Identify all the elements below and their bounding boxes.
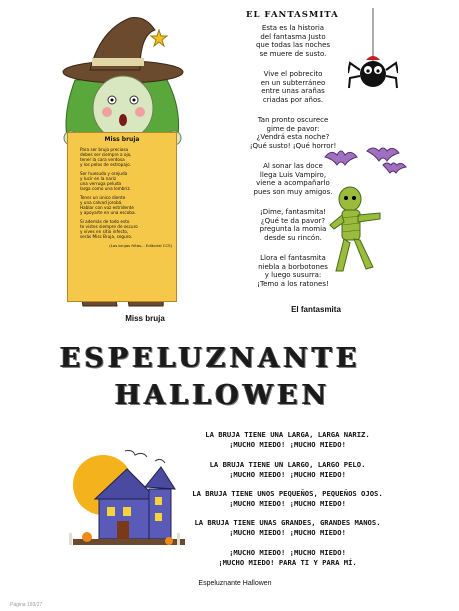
poem-line: una verruga peluda: [80, 181, 122, 186]
poem-line: Al sonar las doce: [263, 162, 323, 170]
page-footer: Página 193/27: [10, 602, 43, 608]
poem-line: larga como una lombriz.: [80, 186, 131, 191]
mummy-icon: [328, 185, 383, 275]
poem-line: Ser huesuda y orejuda: [80, 171, 128, 176]
poem-line: y vives en sitio infecto,: [80, 229, 129, 234]
poem-line: pues son muy amigos.: [253, 187, 333, 196]
poem-line: ¿Qué te da pavor?: [260, 216, 326, 225]
poem-line: serás Miss Bruja, seguro.: [80, 234, 133, 239]
song-line: LA BRUJA TIENE UNA LARGA, LARGA NARIZ.: [205, 430, 370, 439]
poem-line: ¡Qué susto! ¡Qué horror!: [249, 141, 337, 150]
song-line: ¡MUCHO MIEDO! ¡MUCHO MIEDO!: [229, 499, 346, 508]
fantasmita-caption: El fantasmita: [291, 305, 341, 314]
stanza: [238, 24, 348, 58]
poem-line: se muere de susto.: [259, 49, 327, 58]
poem-line: niebla a borbotones: [258, 262, 328, 271]
poem-line: desde su rincón.: [264, 233, 322, 242]
poem-line: y luego susurra:: [264, 271, 322, 279]
poem-line: Para ser bruja preciosa: [80, 147, 129, 152]
song-line: ¡MUCHO MIEDO! ¡MUCHO MIEDO!: [229, 440, 346, 449]
stanza: [238, 70, 348, 104]
hallowen-caption: Espeluznante Hallowen: [198, 580, 272, 587]
poem-line: Vive el pobrecito: [263, 70, 323, 78]
poem-line: y los pelos de estropajo.: [80, 162, 131, 167]
hallowen-title-line1: ESPELUZNANTE: [60, 343, 361, 374]
stanza: [80, 171, 172, 191]
song-line: LA BRUJA TIENE UNAS GRANDES, GRANDES MANOS.: [194, 518, 381, 527]
fantasmita-poem: [228, 0, 410, 320]
poem-credit: (Las brujas fritas... Editorial CCS): [109, 243, 172, 248]
miss-bruja-illustration: [55, 10, 190, 315]
fantasmita-title: EL FANTASMITA: [246, 10, 339, 20]
song-line: ¡MUCHO MIEDO! ¡MUCHO MIEDO!: [229, 548, 346, 557]
poem-title: Miss bruja: [104, 136, 140, 143]
poem-line: debes ser siempre a ojo,: [80, 152, 132, 157]
stanza: [80, 147, 172, 167]
poem-line: ¡Dime, fantasmita!: [259, 208, 327, 216]
poem-line: Esta es la historia: [261, 24, 325, 32]
bat-icon: [323, 145, 408, 175]
poem-line: criadas por años.: [262, 95, 324, 104]
poem-line: del fantasma Justo: [260, 32, 326, 41]
poem-line: Hablar con voz estridente: [80, 205, 134, 210]
poem-line: Tan pronto oscurece: [257, 116, 329, 124]
spider-icon: [348, 8, 398, 98]
stanza: [80, 195, 172, 215]
stanza: [80, 219, 172, 239]
poem-line: tener la cara verdosa: [80, 157, 125, 162]
song-line: ¡MUCHO MIEDO! PARA TI Y PARA MÍ.: [218, 558, 357, 567]
poem-sign: [67, 132, 177, 302]
poem-line: y lucir en la nariz: [80, 176, 117, 181]
hallowen-title-line2: HALLOWEN: [115, 380, 331, 411]
poem-line: gime de pavor:: [266, 124, 320, 133]
poem-line: pregunta la momia: [259, 225, 327, 233]
poem-line: ¡Temo a los ratones!: [257, 279, 329, 288]
song-line: ¡MUCHO MIEDO! ¡MUCHO MIEDO!: [229, 470, 346, 479]
poem-line: te vistes siempre de oscuro: [80, 224, 138, 229]
poem-line: y apoyarte en una escoba.: [80, 210, 136, 215]
song-line: ¡MUCHO MIEDO! ¡MUCHO MIEDO!: [229, 528, 346, 537]
haunted-house-icon: [65, 447, 190, 552]
song-line: LA BRUJA TIENE UN LARGO, LARGO PELO.: [209, 460, 366, 469]
song-line: LA BRUJA TIENE UNOS PEQUEÑOS, PEQUEÑOS OJOS.: [192, 489, 383, 498]
poem-line: viene a acompañarlo: [256, 179, 330, 187]
poem-line: Tener un único diente: [80, 195, 126, 200]
poem-line: entre unas arañas: [261, 87, 325, 95]
poem-line: que todas las noches: [255, 41, 331, 49]
poem-line: llega Luis Vampiro,: [259, 170, 327, 179]
poem-line: ¿Vendrá esta noche?: [256, 133, 330, 141]
poem-line: y una calvad jorobá.: [80, 200, 123, 205]
poem-line: Si además de todo esto: [80, 219, 130, 224]
miss-bruja-caption: Miss bruja: [125, 314, 165, 323]
poem-line: Llora el fantasmita: [260, 254, 326, 262]
poem-line: en un subterráneo: [260, 78, 326, 87]
